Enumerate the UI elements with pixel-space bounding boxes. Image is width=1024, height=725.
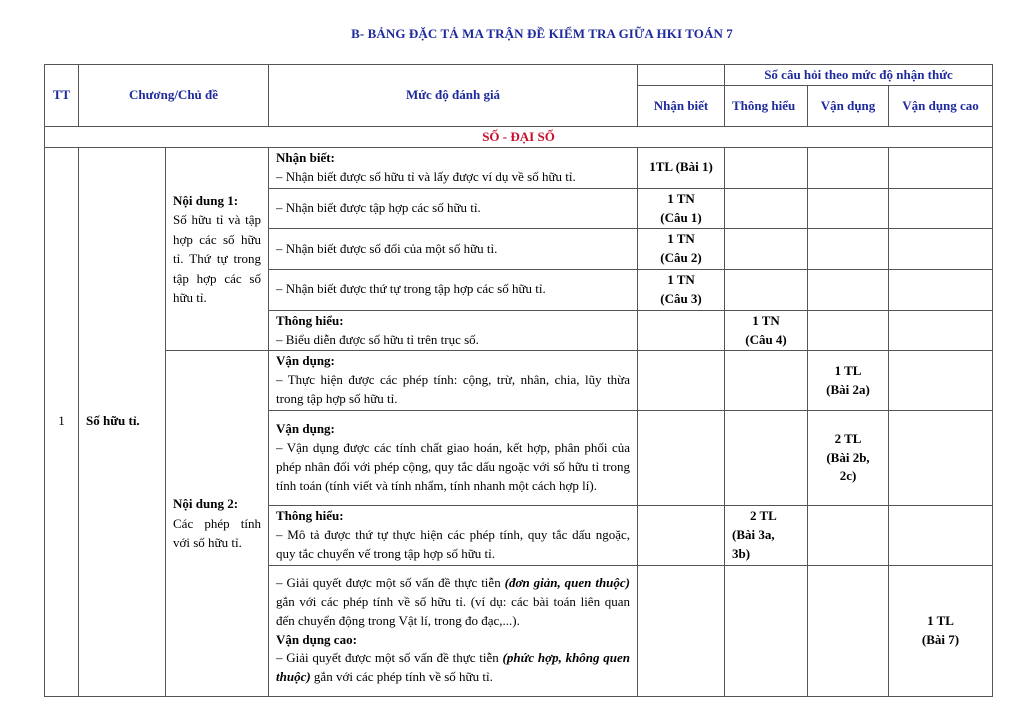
count-apply-high bbox=[889, 410, 993, 505]
chapter-number: 1 bbox=[45, 148, 79, 697]
count-ref: (Câu 3) bbox=[660, 290, 702, 306]
count-apply-high bbox=[889, 270, 993, 311]
count-value: 1 TL bbox=[927, 612, 954, 628]
count-ref: (Câu 2) bbox=[660, 250, 702, 266]
section-title: SỐ - ĐẠI SỐ bbox=[45, 127, 993, 148]
count-apply-high bbox=[889, 351, 993, 411]
content-1-cell bbox=[166, 148, 269, 351]
count-value: 2 TL bbox=[834, 430, 862, 446]
section-row bbox=[45, 127, 993, 148]
count-apply-high bbox=[889, 148, 993, 189]
level-desc-text: – Giải quyết được một số vấn đề thực tiễn bbox=[276, 574, 501, 590]
count-recognize bbox=[638, 229, 725, 270]
count-apply bbox=[808, 310, 889, 351]
count-understand bbox=[725, 148, 808, 189]
table-row bbox=[45, 148, 993, 189]
count-apply bbox=[808, 229, 889, 270]
level-desc: – Biểu diễn được số hữu tỉ trên trục số. bbox=[276, 331, 479, 347]
count-understand bbox=[725, 229, 808, 270]
content-1-text: Số hữu tỉ và tập hợp các số hữu tỉ. Thứ tự trong tập hợp các số hữu tỉ. bbox=[173, 212, 261, 306]
level-desc: – Nhận biết được thứ tự trong tập hợp các số hữu tỉ. bbox=[269, 270, 638, 311]
level-desc-cell bbox=[269, 310, 638, 351]
count-understand bbox=[725, 351, 808, 411]
level-desc: – Nhận biết được số đối của một số hữu tỉ. bbox=[269, 229, 638, 270]
count-ref: (Câu 4) bbox=[745, 331, 787, 347]
level-label: Thông hiểu: bbox=[276, 312, 344, 328]
level-desc-part bbox=[276, 649, 630, 687]
content-2-text: Các phép tính với số hữu tỉ. bbox=[173, 515, 261, 551]
count-ref: (Bài 2b, bbox=[826, 449, 870, 465]
level-desc: – Vận dụng được các tính chất giao hoán, kết hợp, phân phối của phép nhân đối với phép cộng, quy tắc dấu ngoặc với số hữu tỉ trong tính toán (tính viết và tính nhẩm, tính nhanh một cách hợp lí). bbox=[276, 440, 630, 493]
level-desc-cell bbox=[269, 351, 638, 411]
count-ref: (Bài 7) bbox=[921, 631, 960, 647]
count-ref-cont: 3b) bbox=[732, 545, 751, 561]
count-understand bbox=[725, 505, 808, 565]
count-ref: (Bài 3a, bbox=[732, 526, 775, 542]
count-apply-high bbox=[889, 310, 993, 351]
count-recognize bbox=[638, 270, 725, 311]
count-recognize bbox=[638, 310, 725, 351]
chapter-name: Số hữu tỉ. bbox=[79, 148, 166, 697]
level-desc-emphasis: (đơn giản, quen thuộc) bbox=[504, 574, 631, 590]
header-question-group: Số câu hỏi theo mức độ nhận thức bbox=[725, 65, 993, 86]
count-value: 1 TN bbox=[667, 190, 695, 206]
content-2-cell bbox=[166, 351, 269, 696]
count-ref-cont: 2c) bbox=[839, 468, 857, 484]
count-recognize bbox=[638, 188, 725, 229]
content-1-label: Nội dung 1: bbox=[173, 192, 239, 208]
header-apply-high: Vận dụng cao bbox=[889, 86, 993, 127]
count-apply bbox=[808, 565, 889, 696]
count-apply-high bbox=[889, 229, 993, 270]
level-label: Vận dụng: bbox=[276, 353, 335, 369]
header-row-1 bbox=[45, 65, 993, 86]
count-understand bbox=[725, 310, 808, 351]
level-desc-cell bbox=[269, 410, 638, 505]
count-recognize bbox=[638, 565, 725, 696]
level-desc: – Nhận biết được số hữu tỉ và lấy được ví dụ về số hữu tỉ. bbox=[276, 168, 576, 184]
count-apply bbox=[808, 148, 889, 189]
level-desc-text: gắn với các phép tính về số hữu tỉ. (ví dụ: các bài toán liên quan đến chuyển động trong Vật lí, trong đo đạc,...). bbox=[276, 593, 630, 628]
count-apply-high bbox=[889, 505, 993, 565]
level-desc-cell bbox=[269, 148, 638, 189]
header-apply: Vận dụng bbox=[808, 86, 889, 127]
header-tt: TT bbox=[45, 65, 79, 127]
count-apply bbox=[808, 410, 889, 505]
header-level: Mức độ đánh giá bbox=[269, 65, 638, 127]
count-value: 1 TN bbox=[667, 231, 695, 247]
count-understand bbox=[725, 565, 808, 696]
count-apply-high bbox=[889, 565, 993, 696]
level-desc-emphasis: (phức hợp, không quen thuộc) bbox=[276, 650, 630, 685]
table-row bbox=[45, 351, 993, 411]
count-apply bbox=[808, 505, 889, 565]
count-value: 2 TL bbox=[750, 507, 777, 523]
header-chapter: Chương/Chủ đề bbox=[79, 65, 269, 127]
count-ref: (Bài 2a) bbox=[826, 381, 870, 397]
count-apply bbox=[808, 351, 889, 411]
count-apply bbox=[808, 270, 889, 311]
level-desc: – Mô tả được thứ tự thực hiện các phép tính, quy tắc dấu ngoặc, quy tắc chuyển vế trong tập hợp số hữu tỉ. bbox=[276, 526, 630, 561]
level-desc: – Thực hiện được các phép tính: cộng, trừ, nhân, chia, lũy thừa trong tập hợp số hữu tỉ. bbox=[276, 372, 630, 407]
level-desc-cell bbox=[269, 505, 638, 565]
count-apply bbox=[808, 188, 889, 229]
level-desc: – Nhận biết được tập hợp các số hữu tỉ. bbox=[269, 188, 638, 229]
level-label: Thông hiểu: bbox=[276, 507, 344, 523]
count-value: 1 TN bbox=[667, 272, 695, 288]
count-understand bbox=[725, 270, 808, 311]
level-desc-cell bbox=[269, 565, 638, 696]
level-desc-text: gắn với các phép tính về số hữu tỉ. bbox=[313, 669, 493, 685]
count-understand bbox=[725, 188, 808, 229]
count-recognize bbox=[638, 505, 725, 565]
count-understand bbox=[725, 410, 808, 505]
count-recognize bbox=[638, 351, 725, 411]
header-blank bbox=[638, 65, 725, 86]
level-label: Vận dụng cao: bbox=[276, 631, 357, 647]
header-recognize: Nhận biết bbox=[638, 86, 725, 127]
specification-matrix-table bbox=[44, 64, 993, 697]
level-label: Nhận biết: bbox=[276, 150, 335, 165]
level-label: Vận dụng: bbox=[276, 421, 335, 437]
header-understand: Thông hiểu bbox=[725, 86, 808, 127]
count-value: 1 TN bbox=[752, 312, 780, 328]
page-title: B- BẢNG ĐẶC TẢ MA TRẬN ĐỀ KIỂM TRA GIỮA HKI TOÁN 7 bbox=[351, 26, 733, 41]
content-2-label: Nội dung 2: bbox=[173, 496, 239, 512]
count-value: 1 TL bbox=[834, 362, 862, 378]
count-ref: (Câu 1) bbox=[660, 209, 702, 225]
level-desc-part bbox=[276, 574, 630, 631]
count-apply-high bbox=[889, 188, 993, 229]
count-recognize: 1TL (Bài 1) bbox=[638, 148, 725, 189]
level-desc-text: – Giải quyết được một số vấn đề thực tiễn bbox=[276, 650, 499, 666]
count-recognize bbox=[638, 410, 725, 505]
